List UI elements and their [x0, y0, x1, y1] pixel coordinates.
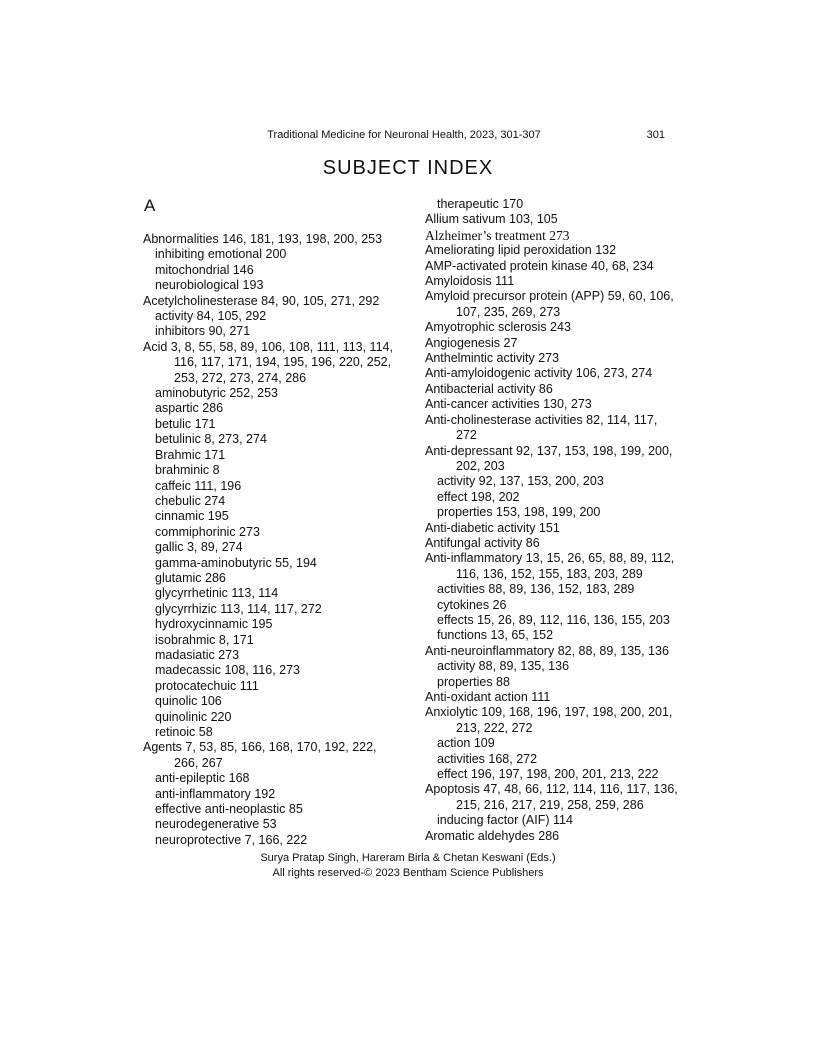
index-line: protocatechuic 111	[155, 678, 259, 693]
index-line: effect 196, 197, 198, 200, 201, 213, 222	[437, 767, 659, 782]
index-line: activities 168, 272	[437, 751, 538, 766]
index-line: quinolic 106	[155, 694, 222, 709]
index-line: 213, 222, 272	[456, 720, 533, 735]
footer-rights: All rights reserved-© 2023 Bentham Science Publishers	[272, 867, 544, 879]
index-line: Allium sativum 103, 105	[425, 212, 558, 227]
index-line: 107, 235, 269, 273	[456, 304, 561, 319]
index-line: Anxiolytic 109, 168, 196, 197, 198, 200, 201,	[425, 705, 673, 720]
index-line: effect 198, 202	[437, 489, 520, 504]
index-line: glycyrrhetinic 113, 114	[155, 586, 279, 601]
index-line: 253, 272, 273, 274, 286	[174, 370, 307, 385]
index-line: cinnamic 195	[155, 509, 229, 524]
index-line: activity 92, 137, 153, 200, 203	[437, 474, 604, 489]
index-line: Agents 7, 53, 85, 166, 168, 170, 192, 222,	[143, 740, 377, 755]
index-line: Amyotrophic sclerosis 243	[425, 320, 571, 335]
index-line: anti-epileptic 168	[155, 771, 250, 786]
index-line: Apoptosis 47, 48, 66, 112, 114, 116, 117, 136,	[425, 782, 678, 797]
index-line: madecassic 108, 116, 273	[155, 663, 301, 678]
index-line: AMP-activated protein kinase 40, 68, 234	[425, 258, 654, 273]
index-line: retinoic 58	[155, 725, 213, 739]
index-line: betulic 171	[155, 416, 216, 431]
index-line: effective anti-neoplastic 85	[155, 802, 303, 817]
page-footer	[0, 851, 816, 881]
page-number: 301	[646, 129, 665, 141]
index-line: therapeutic 170	[437, 197, 524, 211]
index-line: Anti-depressant 92, 137, 153, 198, 199, 200,	[425, 443, 673, 458]
index-line: inhibitors 90, 271	[155, 324, 251, 339]
index-line: Anti-amyloidogenic activity 106, 273, 274	[425, 366, 653, 381]
index-line: Antifungal activity 86	[425, 535, 540, 550]
index-line: glycyrrhizic 113, 114, 117, 272	[155, 601, 322, 616]
section-letter-a: A	[144, 196, 156, 215]
index-line: action 109	[437, 736, 495, 751]
index-line: activity 88, 89, 135, 136	[437, 659, 570, 674]
index-line: neurodegenerative 53	[155, 817, 277, 832]
index-line: functions 13, 65, 152	[437, 628, 554, 643]
index-line: caffeic 111, 196	[155, 478, 242, 493]
index-line: effects 15, 26, 89, 112, 116, 136, 155, 203	[437, 612, 670, 627]
index-line: brahminic 8	[155, 463, 220, 478]
index-line: activities 88, 89, 136, 152, 183, 289	[437, 582, 635, 597]
index-line: madasiatic 273	[155, 647, 240, 662]
index-line: Ameliorating lipid peroxidation 132	[425, 243, 617, 258]
index-line: cytokines 26	[437, 597, 507, 612]
index-line: Anti-cholinesterase activities 82, 114, 117,	[425, 412, 658, 427]
page-title: SUBJECT INDEX	[322, 157, 494, 179]
index-line: Amyloidosis 111	[425, 274, 515, 289]
index-line: 215, 216, 217, 219, 258, 259, 286	[456, 797, 644, 812]
index-line: Brahmic 171	[155, 447, 226, 462]
index-line: aspartic 286	[155, 401, 224, 416]
index-line: aminobutyric 252, 253	[155, 386, 278, 401]
index-line: quinolinic 220	[155, 709, 232, 724]
index-line: 272	[456, 428, 477, 443]
index-column-right	[425, 197, 680, 844]
index-line: neuroprotective 7, 166, 222	[155, 832, 308, 847]
footer-editors: Surya Pratap Singh, Hareram Birla & Chetan Keswani (Eds.)	[260, 852, 556, 864]
index-line: isobrahmic 8, 171	[155, 632, 254, 647]
index-line: Antibacterial activity 86	[425, 381, 553, 396]
index-line: mitochondrial 146	[155, 262, 254, 277]
index-line: Anti-oxidant action 111	[425, 690, 551, 704]
index-line: Anti-diabetic activity 151	[425, 520, 560, 535]
index-line: 266, 267	[174, 755, 223, 770]
index-line: inducing factor (AIF) 114	[437, 813, 573, 828]
running-head	[143, 129, 665, 143]
index-line: 116, 136, 152, 155, 183, 203, 289	[456, 566, 643, 581]
index-line: glutamic 286	[155, 570, 226, 585]
index-line: 202, 203	[456, 458, 505, 473]
index-line: gallic 3, 89, 274	[155, 540, 243, 555]
index-line: gamma-aminobutyric 55, 194	[155, 555, 317, 570]
index-line: Anthelmintic activity 273	[425, 351, 560, 366]
index-line: Anti-neuroinflammatory 82, 88, 89, 135, 136	[425, 643, 669, 658]
index-line: properties 88	[437, 674, 510, 689]
index-line: anti-inflammatory 192	[155, 786, 276, 801]
index-line: hydroxycinnamic 195	[155, 617, 273, 632]
index-line: Alzheimer’s treatment 273	[425, 227, 570, 243]
index-line: properties 153, 198, 199, 200	[437, 505, 601, 520]
index-line: 116, 117, 171, 194, 195, 196, 220, 252,	[174, 355, 392, 370]
index-line: activity 84, 105, 292	[155, 309, 267, 324]
index-line: Abnormalities 146, 181, 193, 198, 200, 253	[143, 232, 383, 246]
index-line: inhibiting emotional 200	[155, 247, 287, 262]
index-line: Anti-cancer activities 130, 273	[425, 397, 592, 412]
index-line: neurobiological 193	[155, 278, 264, 293]
index-line: commiphorinic 273	[155, 524, 260, 539]
index-line: betulinic 8, 273, 274	[155, 432, 267, 447]
index-line: chebulic 274	[155, 493, 226, 508]
index-line: Aromatic aldehydes 286	[425, 828, 560, 843]
index-line: Angiogenesis 27	[425, 335, 518, 350]
running-title: Traditional Medicine for Neuronal Health, 2023, 301-307	[267, 129, 541, 141]
index-column-left	[143, 232, 421, 848]
index-line: Amyloid precursor protein (APP) 59, 60, 106,	[425, 289, 674, 304]
index-line: Acid 3, 8, 55, 58, 89, 106, 108, 111, 113, 114,	[143, 339, 393, 354]
index-line: Anti-inflammatory 13, 15, 26, 65, 88, 89, 112,	[425, 551, 675, 566]
index-line: Acetylcholinesterase 84, 90, 105, 271, 292	[143, 293, 380, 308]
